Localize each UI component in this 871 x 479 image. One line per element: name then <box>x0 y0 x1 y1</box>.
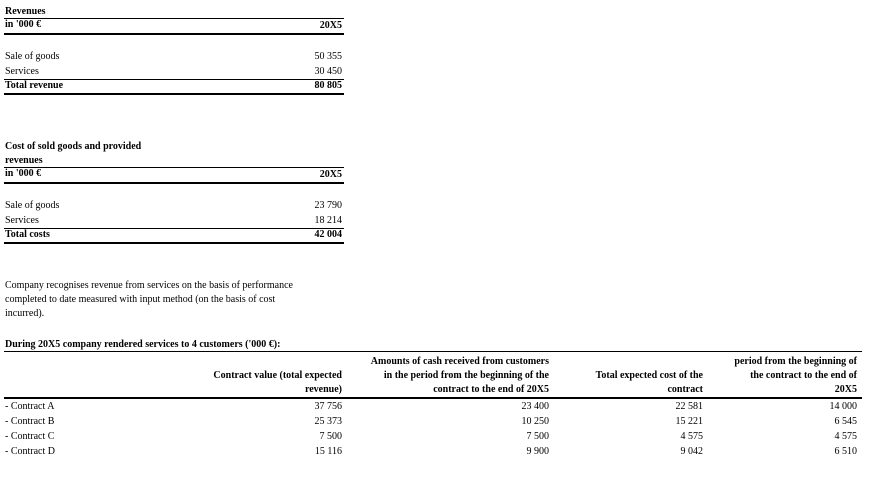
costs-top-rule <box>4 167 344 168</box>
contract-period-cost: 6 510 <box>834 446 857 457</box>
costs-total-label: Total costs <box>5 229 50 240</box>
contract-expected-cost: 15 221 <box>675 416 703 427</box>
contract-period-cost: 4 575 <box>834 431 857 442</box>
contracts-top-rule <box>4 351 862 352</box>
note-text: incurred). <box>5 308 45 319</box>
header-contract-value: Contract value (total expected <box>213 370 342 381</box>
costs-row-value: 23 790 <box>314 200 342 211</box>
header-cash-received: Amounts of cash received from customers <box>370 356 549 367</box>
revenues-top-rule <box>4 18 344 19</box>
contract-expected-cost: 4 575 <box>680 431 703 442</box>
contracts-heading: During 20X5 company rendered services to 4 customers ('000 €): <box>5 339 281 350</box>
note-text: completed to date measured with input method (on the basis of cost <box>5 294 276 305</box>
costs-header-rule <box>4 182 344 184</box>
contract-period-cost: 6 545 <box>834 416 857 427</box>
revenues-unit-label: in '000 € <box>5 19 42 30</box>
contract-name: - Contract D <box>5 446 55 457</box>
costs-total-value: 42 004 <box>314 229 342 240</box>
contract-name: - Contract B <box>5 416 55 427</box>
costs-year: 20X5 <box>319 169 342 180</box>
revenues-bottom-rule <box>4 93 344 95</box>
revenues-row-value: 30 450 <box>314 66 342 77</box>
revenues-year: 20X5 <box>319 20 342 31</box>
header-cash-received: in the period from the beginning of the <box>383 370 549 381</box>
contract-cash: 9 900 <box>526 446 549 457</box>
header-period-cost: the contract to the end of <box>750 370 857 381</box>
header-expected-cost: contract <box>667 384 703 395</box>
costs-bottom-rule <box>4 242 344 244</box>
header-contract-value: revenue) <box>304 384 342 395</box>
revenues-total-label: Total revenue <box>5 80 64 91</box>
contract-value: 37 756 <box>314 401 342 412</box>
header-expected-cost: Total expected cost of the <box>595 370 703 381</box>
contract-name: - Contract A <box>5 401 55 412</box>
revenues-row-label: Sale of goods <box>5 51 60 62</box>
contract-value: 15 116 <box>314 446 342 457</box>
revenues-title: Revenues <box>5 6 46 17</box>
contract-expected-cost: 22 581 <box>675 401 703 412</box>
contract-expected-cost: 9 042 <box>680 446 703 457</box>
header-period-cost: 20X5 <box>834 384 857 395</box>
costs-row-value: 18 214 <box>314 215 342 226</box>
contract-value: 7 500 <box>319 431 342 442</box>
revenues-row-label: Services <box>5 66 39 77</box>
revenues-total-value: 80 805 <box>314 80 342 91</box>
revenues-row-value: 50 355 <box>314 51 342 62</box>
contract-name: - Contract C <box>5 431 55 442</box>
contracts-header-rule <box>4 397 862 399</box>
contract-cash: 7 500 <box>526 431 549 442</box>
header-cash-received: contract to the end of 20X5 <box>433 384 549 395</box>
revenues-header-rule <box>4 33 344 35</box>
costs-title-cont: revenues <box>5 155 43 166</box>
contract-value: 25 373 <box>314 416 342 427</box>
costs-row-label: Services <box>5 215 39 226</box>
contract-period-cost: 14 000 <box>829 401 857 412</box>
costs-title: Cost of sold goods and provided <box>5 141 142 152</box>
contract-cash: 23 400 <box>521 401 549 412</box>
costs-unit-label: in '000 € <box>5 168 42 179</box>
contract-cash: 10 250 <box>521 416 549 427</box>
note-text: Company recognises revenue from services on the basis of performance <box>5 280 293 291</box>
costs-row-label: Sale of goods <box>5 200 60 211</box>
header-period-cost: period from the beginning of <box>734 356 857 367</box>
